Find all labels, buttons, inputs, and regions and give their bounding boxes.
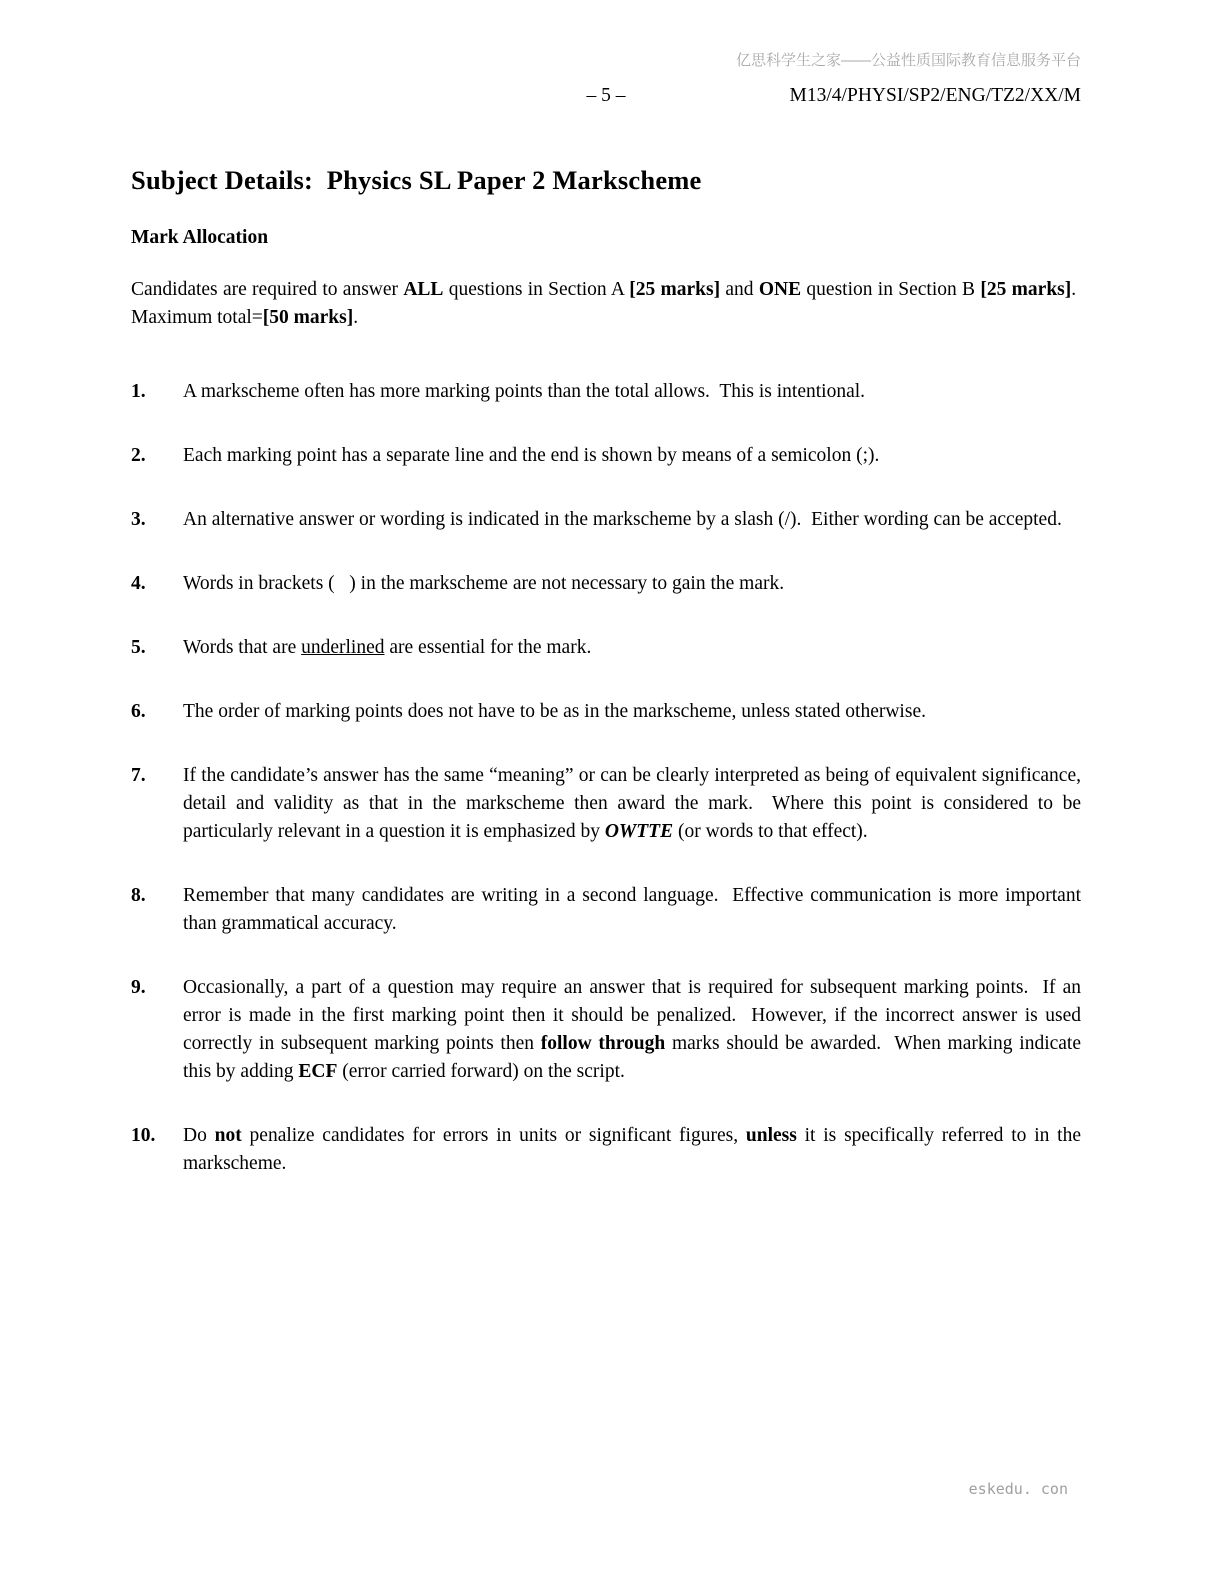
item-number: 6. — [131, 701, 146, 722]
item-text: The order of marking points does not have to be as in the markscheme, unless stated otherwise. — [183, 701, 926, 722]
list-item — [131, 378, 1081, 406]
item-text: A markscheme often has more marking points than the total allows. This is intentional. — [183, 381, 866, 402]
intro-paragraph: Candidates are required to answer ALL questions in Section A [25 marks] and ONE question in Section B [25 marks]. Maximum total=[50 marks]. — [131, 279, 1081, 328]
item-text: Occasionally, a part of a question may require an answer that is required for subsequent marking points. If an error is made in the first marking point then it should be penalized. However, if the incorrect answer is used correctly in subsequent marking points then follow through marks should be awarded. When marking indicate this by adding ECF (error carried forward) on the script. — [183, 977, 1081, 1082]
item-number: 2. — [131, 445, 146, 466]
item-text: Remember that many candidates are writing in a second language. Effective communication is more important than grammatical accuracy. — [183, 885, 1081, 934]
item-text: Words in brackets ( ) in the markscheme are not necessary to gain the mark. — [183, 573, 785, 594]
mark-allocation-list — [131, 378, 1081, 1178]
page-number: – 5 – — [586, 85, 626, 106]
list-item — [131, 1122, 1081, 1178]
item-text: An alternative answer or wording is indicated in the markscheme by a slash (/). Either wording can be accepted. — [183, 509, 1062, 530]
document-code: M13/4/PHYSI/SP2/ENG/TZ2/XX/M — [789, 85, 1081, 106]
list-item — [131, 442, 1081, 470]
item-number: 5. — [131, 637, 146, 658]
item-number: 9. — [131, 977, 146, 998]
item-number: 4. — [131, 573, 146, 594]
list-item — [131, 570, 1081, 598]
page-header — [131, 84, 1081, 108]
item-number: 10. — [131, 1125, 156, 1146]
page-title: Subject Details: Physics SL Paper 2 Markscheme — [131, 165, 702, 195]
item-text: Each marking point has a separate line and the end is shown by means of a semicolon (;). — [183, 445, 880, 466]
list-item — [131, 882, 1081, 938]
list-item — [131, 634, 1081, 662]
list-item — [131, 762, 1081, 846]
item-number: 1. — [131, 381, 146, 402]
list-item — [131, 506, 1081, 534]
item-number: 8. — [131, 885, 146, 906]
watermark: eskedu. con — [968, 1480, 1068, 1498]
list-item — [131, 974, 1081, 1086]
item-text: Do not penalize candidates for errors in units or significant figures, unless it is specifically referred to in the markscheme. — [183, 1125, 1081, 1174]
list-item — [131, 698, 1081, 726]
item-text: If the candidate’s answer has the same “meaning” or can be clearly interpreted as being of equivalent significance, detail and validity as that in the markscheme then award the mark. Where this point is considered to be particularly relevant in a question it is emphasized by OWTTE (or words to that effect). — [183, 765, 1081, 842]
site-banner: 亿思科学生之家——公益性质国际教育信息服务平台 — [735, 52, 1081, 69]
item-number: 3. — [131, 509, 146, 530]
section-heading: Mark Allocation — [131, 227, 269, 248]
item-text: Words that are underlined are essential for the mark. — [183, 637, 592, 658]
item-number: 7. — [131, 765, 146, 786]
